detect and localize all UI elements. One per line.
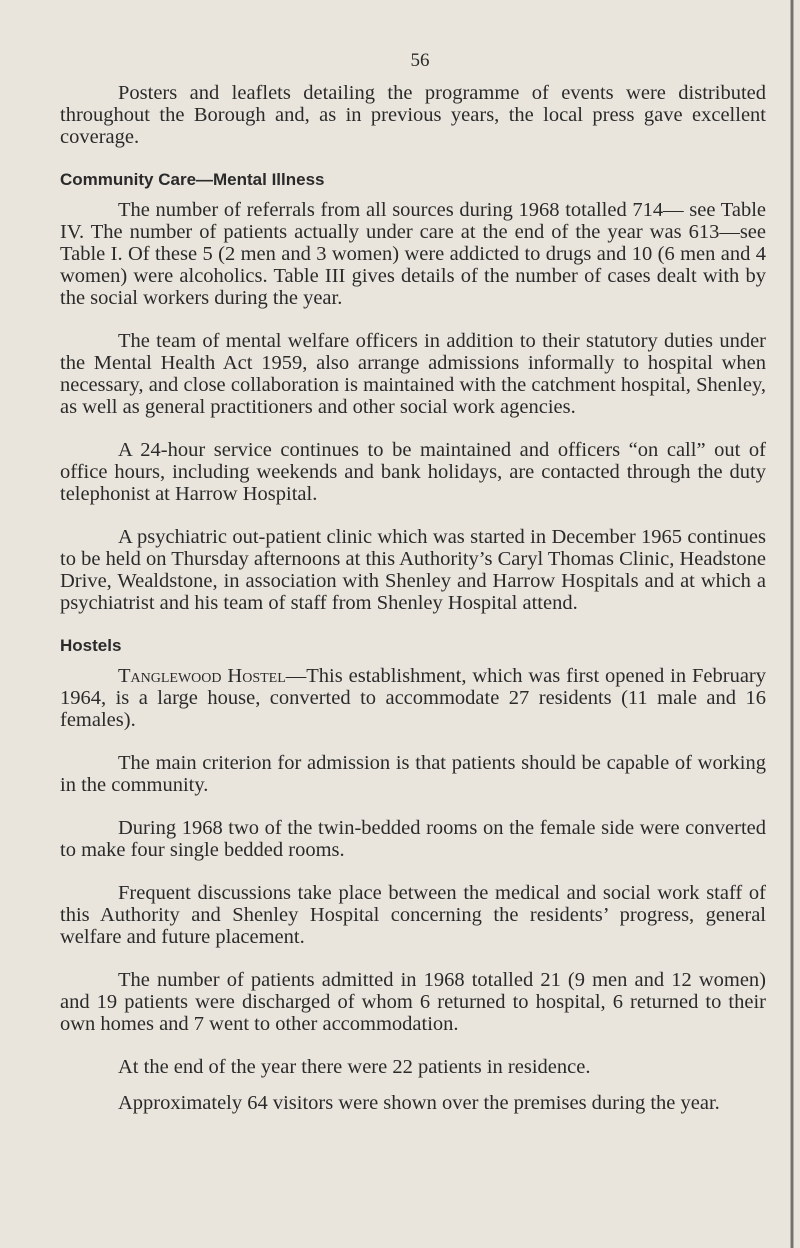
intro-paragraph: Posters and leaflets detailing the programme of events were distributed throughout the Borough and, as in previous years, the local press gave excellent coverage. — [60, 82, 766, 148]
hostels-paragraph-3: During 1968 two of the twin-bedded rooms on the female side were converted to make four single bedded rooms. — [60, 817, 766, 861]
section-heading-hostels: Hostels — [60, 636, 122, 655]
page-number: 56 — [410, 50, 430, 71]
hostels-paragraph-1 — [60, 665, 766, 731]
hostels-paragraph-1-text: —This establishment, which was first opened in February 1964, is a large house, converted to accommodate 27 residents (11 male and 16 females). — [60, 665, 767, 731]
hostels-paragraph-7: Approximately 64 visitors were shown over the premises during the year. — [118, 1092, 720, 1114]
page-edge-shadow — [790, 0, 794, 1248]
hostels-paragraph-2: The main criterion for admission is that patients should be capable of working in the community. — [60, 752, 766, 796]
community-care-paragraph-4: A psychiatric out-patient clinic which was started in December 1965 continues to be held on Thursday afternoons at this Authority’s Caryl Thomas Clinic, Headstone Drive, Wealdstone, in association with Shenley and Harrow Hospitals and at which a psychiatrist and his team of staff from Shenley Hospital attend. — [60, 526, 766, 614]
section-heading-community-care: Community Care—Mental Illness — [60, 170, 325, 189]
page-content — [60, 82, 766, 1135]
hostel-name: Tanglewood Hostel — [118, 665, 286, 687]
hostels-paragraph-5: The number of patients admitted in 1968 totalled 21 (9 men and 12 women) and 19 patients were discharged of whom 6 returned to hospital, 6 returned to their own homes and 7 went to other accommodation. — [60, 969, 766, 1035]
community-care-paragraph-2: The team of mental welfare officers in addition to their statutory duties under the Mental Health Act 1959, also arrange admissions informally to hospital when necessary, and close collaboration is maintained with the catchment hospital, Shenley, as well as general practitioners and other social work agencies. — [60, 330, 766, 418]
hostels-paragraph-4: Frequent discussions take place between the medical and social work staff of this Authority and Shenley Hospital concerning the residents’ progress, general welfare and future placement. — [60, 882, 766, 948]
community-care-paragraph-3: A 24-hour service continues to be maintained and officers “on call” out of office hours, including weekends and bank holidays, are contacted through the duty telephonist at Harrow Hospital. — [60, 439, 766, 505]
community-care-paragraph-1: The number of referrals from all sources during 1968 totalled 714— see Table IV. The number of patients actually under care at the end of the year was 613—see Table I. Of these 5 (2 men and 3 women) were addicted to drugs and 10 (6 men and 4 women) were alcoholics. Table III gives details of the number of cases dealt with by the social workers during the year. — [60, 199, 766, 309]
hostels-paragraph-6: At the end of the year there were 22 patients in residence. — [118, 1056, 591, 1078]
